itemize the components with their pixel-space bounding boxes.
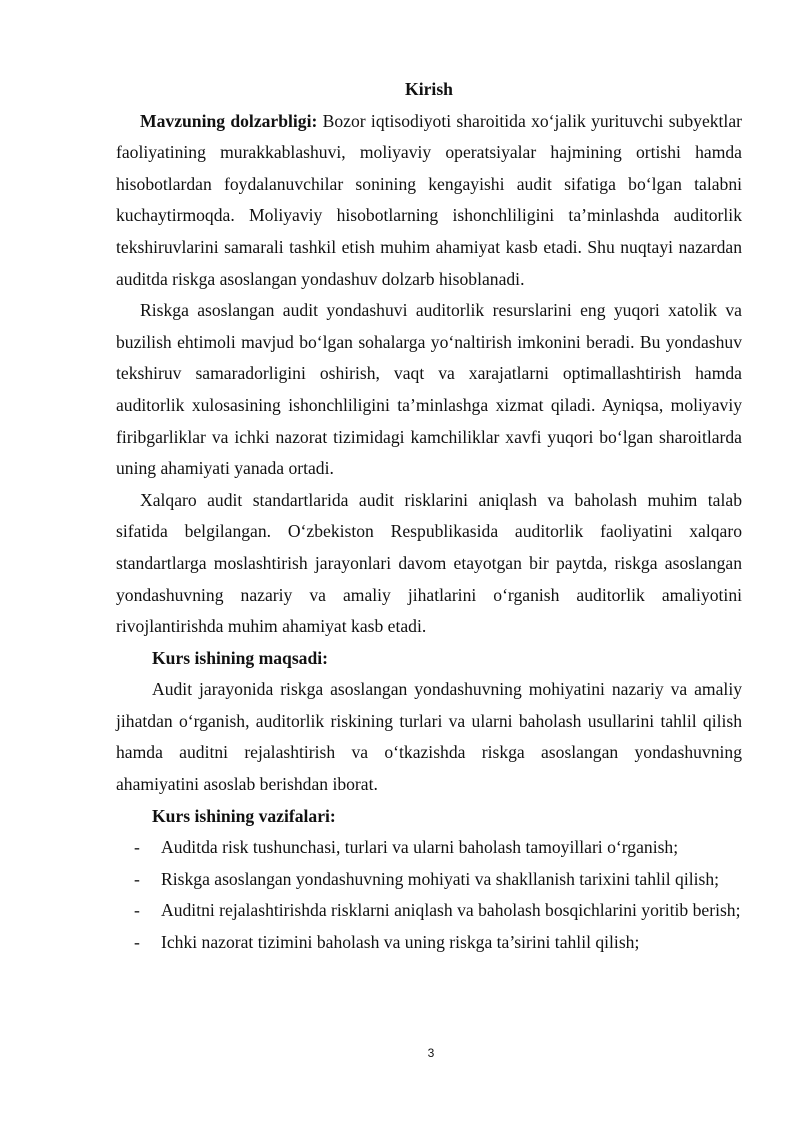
- relevance-lead: Mavzuning dolzarbligi:: [140, 110, 318, 131]
- list-item: [116, 864, 742, 896]
- tasks-heading: Kurs ishining vazifalari:: [152, 805, 336, 826]
- list-dash: -: [134, 837, 140, 858]
- standards-paragraph: Xalqaro audit standartlarida audit risklarini aniqlash va baholash muhim talab sifatida belgilangan. O‘zbekiston Respublikasida auditorlik faoliyatini xalqaro standartlarga moslashtirish jarayonlari davom etayotgan bir paytda, riskga asoslangan yondashuvning nazariy va amaliy jihatlarini o‘rganish auditorlik amaliyotini rivojlantirishda muhim ahamiyat kasb etadi.: [116, 489, 742, 637]
- list-item-text: Ichki nazorat tizimini baholash va uning riskga ta’sirini tahlil qilish;: [161, 932, 640, 953]
- relevance-paragraph: [116, 106, 742, 296]
- list-item-text: Riskga asoslangan yondashuvning mohiyati va shakllanish tarixini tahlil qilish;: [161, 868, 720, 889]
- document-page: [116, 74, 742, 959]
- list-dash: -: [134, 932, 140, 953]
- list-dash: -: [134, 900, 140, 921]
- section-title: Kirish: [405, 79, 453, 99]
- page-number: 3: [427, 1046, 435, 1060]
- risk-approach-paragraph: Riskga asoslangan audit yondashuvi auditorlik resurslarini eng yuqori xatolik va buzilish ehtimoli mavjud bo‘lgan sohalarga yo‘naltirish imkonini beradi. Bu yondashuv tekshiruv samaradorligini oshirish, vaqt va xarajatlarni optimallashtirish hamda auditorlik xulosasining ishonchliligini ta’minlashga xizmat qiladi. Ayniqsa, moliyaviy firibgarliklar va ichki nazorat tizimidagi kamchiliklar xavfi yuqori bo‘lgan sharoitlarda uning ahamiyati yanada ortadi.: [116, 300, 742, 479]
- list-item-text: Auditda risk tushunchasi, turlari va ularni baholash tamoyillari o‘rganish;: [161, 837, 679, 858]
- list-item-text: Auditni rejalashtirishda risklarni aniqlash va baholash bosqichlarini yoritib berish;: [161, 900, 741, 921]
- list-item: [116, 832, 742, 864]
- list-dash: -: [134, 868, 140, 889]
- relevance-text: Bozor iqtisodiyoti sharoitida xo‘jalik yurituvchi subyektlar faoliyatining murakkablashuvi, moliyaviy operatsiyalar hajmining ortishi hamda hisobotlardan foydalanuvchilar sonining kengayishi audit sifatiga bo‘lgan talabni kuchaytirmoqda. Moliyaviy hisobotlarning ishonchliligini ta’minlashda auditorlik tekshiruvlarini samarali tashkil etish muhim ahamiyat kasb etadi. Shu nuqtayi nazardan auditda riskga asoslangan yondashuv dolzarb hisoblanadi.: [116, 110, 742, 289]
- list-item: [116, 895, 742, 927]
- goal-heading: Kurs ishining maqsadi:: [152, 647, 328, 668]
- list-item: [116, 927, 742, 959]
- tasks-list: [116, 832, 742, 958]
- goal-paragraph: Audit jarayonida riskga asoslangan yondashuvning mohiyatini nazariy va amaliy jihatdan o‘rganish, auditorlik riskining turlari va ularni baholash usullarini tahlil qilish hamda auditni rejalashtirish va o‘tkazishda riskga asoslangan yondashuvning ahamiyatini asoslab berishdan iborat.: [116, 679, 742, 795]
